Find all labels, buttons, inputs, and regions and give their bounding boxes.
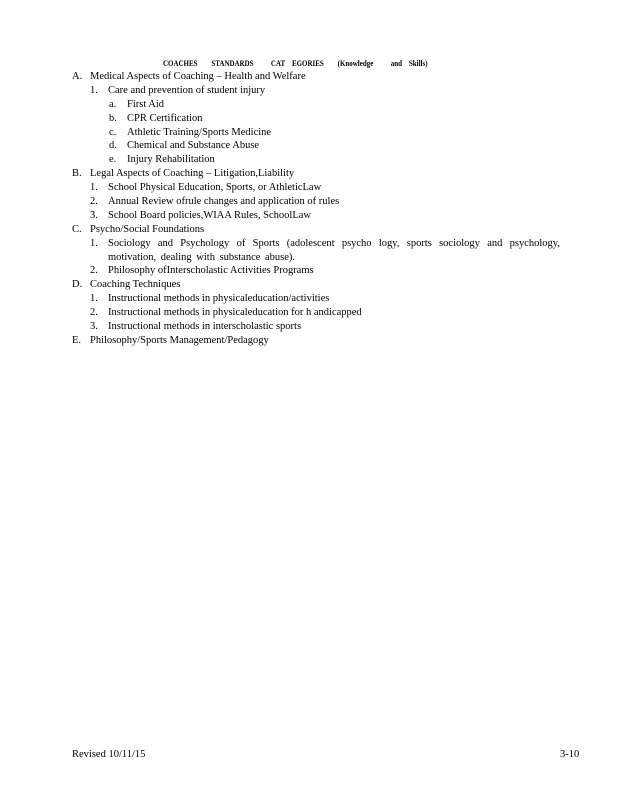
item-marker: 2. (90, 265, 98, 277)
list-item (72, 181, 562, 195)
list-item (72, 84, 562, 98)
item-text: School Board policies,WIAA Rules, SchoolLaw (108, 209, 311, 221)
item-text: Philosophy ofInterscholastic Activities Programs (108, 265, 314, 277)
sub-item (72, 98, 562, 112)
list-item (72, 264, 562, 278)
sub-item-text: Injury Rehabilitation (127, 154, 215, 166)
item-marker: 3. (90, 321, 98, 333)
sub-item (72, 153, 562, 167)
item-marker: 3. (90, 209, 98, 221)
sub-item (72, 126, 562, 140)
section-marker: E. (72, 334, 82, 346)
sub-item-text: First Aid (127, 98, 165, 110)
sub-item-text: Chemical and Substance Abuse (127, 140, 260, 152)
sub-item (72, 139, 562, 153)
item-text: Sociology and Psychology of Sports (adolescent psycho logy, sports sociology and psychology, motivation, dealing with substance abuse). (108, 237, 560, 263)
standards-outline (72, 70, 562, 348)
item-marker: 1. (90, 293, 98, 305)
item-text: School Physical Education, Sports, or AthleticLaw (108, 182, 322, 194)
item-text: Instructional methods in physicaleducation for h andicapped (108, 307, 362, 319)
section-e (72, 334, 562, 348)
section-heading: Legal Aspects of Coaching – Litigation,Liability (90, 168, 295, 180)
section-a (72, 70, 562, 84)
item-text: Care and prevention of student injury (108, 84, 266, 96)
section-heading: Philosophy/Sports Management/Pedagogy (90, 334, 269, 346)
item-text: Annual Review ofrule changes and application of rules (108, 196, 340, 208)
document-title: COACHES STANDARDS CAT EGORIES (Knowledge and Skills) (163, 58, 428, 68)
sub-item-marker: b. (109, 112, 117, 124)
item-marker: 2. (90, 307, 98, 319)
sub-item-marker: d. (109, 140, 117, 152)
section-marker: D. (72, 279, 83, 291)
item-marker: 1. (90, 84, 98, 96)
item-text: Instructional methods in physicaleducation/activities (108, 293, 330, 305)
sub-item-text: CPR Certification (127, 112, 203, 124)
page-number: 3-10 (560, 749, 580, 760)
section-marker: A. (72, 71, 83, 82)
revised-date: Revised 10/11/15 (72, 749, 146, 760)
section-heading: Coaching Techniques (90, 279, 181, 291)
section-b (72, 167, 562, 181)
section-marker: B. (72, 168, 82, 180)
item-marker: 1. (90, 237, 98, 249)
section-heading: Psycho/Social Foundations (90, 223, 205, 235)
sub-item-marker: a. (109, 98, 117, 110)
item-marker: 2. (90, 196, 98, 208)
list-item (72, 320, 562, 334)
sub-item-text: Athletic Training/Sports Medicine (127, 126, 272, 138)
item-text: Instructional methods in interscholastic sports (108, 321, 302, 333)
list-item (72, 237, 562, 265)
list-item (72, 306, 562, 320)
sub-item (72, 112, 562, 126)
list-item (72, 209, 562, 223)
section-heading: Medical Aspects of Coaching – Health and Welfare (90, 71, 306, 82)
list-item (72, 292, 562, 306)
list-item (72, 195, 562, 209)
sub-item-marker: c. (109, 126, 117, 138)
section-d (72, 278, 562, 292)
item-marker: 1. (90, 182, 98, 194)
sub-item-marker: e. (109, 154, 117, 166)
section-marker: C. (72, 223, 82, 235)
section-c (72, 223, 562, 237)
